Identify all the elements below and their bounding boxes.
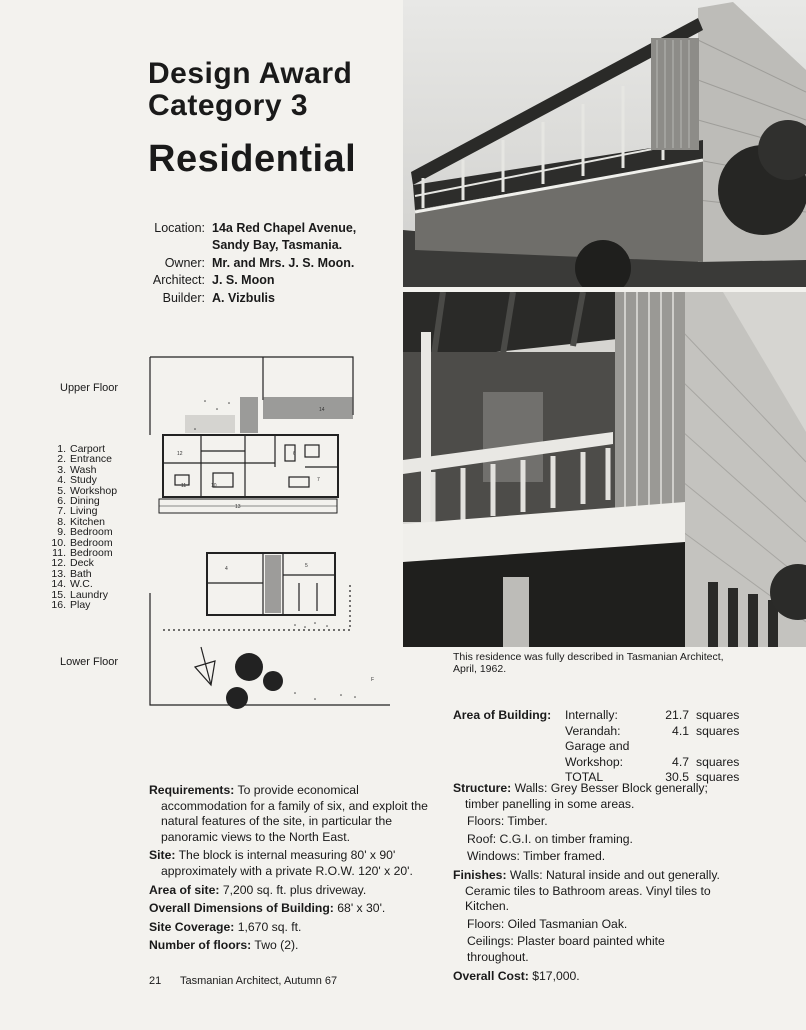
spec-label: Site Coverage: — [149, 919, 235, 934]
legend-room-name: Bath — [70, 567, 92, 580]
legend-number: 10. — [51, 536, 66, 549]
area-value: 4.7 — [672, 754, 689, 769]
info-label: Owner: — [164, 256, 205, 270]
spec-paragraph — [149, 783, 431, 845]
area-name: Verandah: — [565, 723, 621, 738]
info-label: Architect: — [152, 273, 205, 287]
spec-text: Walls: Natural inside and out generally. Ceramic tiles to Bathroom areas. Vinyl tiles to Kitchen. — [465, 867, 720, 914]
spec-text: Floors: Oiled Tasmanian Oak. — [467, 916, 628, 931]
spec-text: 1,670 sq. ft. — [237, 919, 302, 934]
spec-paragraph — [149, 848, 431, 879]
spec-paragraph — [149, 883, 431, 899]
legend-number: 16. — [51, 599, 66, 611]
spec-text: 68' x 30'. — [337, 901, 386, 916]
spec-label: Site: — [149, 848, 176, 863]
spec-text: 7,200 sq. ft. plus driveway. — [222, 882, 367, 897]
info-label: Location: — [154, 221, 205, 235]
info-value: 14a Red Chapel Avenue, — [212, 221, 357, 235]
legend-number: 15. — [51, 588, 66, 601]
legend-number: 4. — [57, 474, 66, 487]
legend-room-name: Dining — [70, 495, 100, 507]
legend-number: 11. — [52, 547, 66, 559]
legend-number: 1. — [57, 443, 66, 455]
svg-text:F: F — [371, 677, 375, 683]
project-info — [140, 220, 390, 310]
svg-text:11: 11 — [181, 483, 187, 489]
info-value: J. S. Moon — [212, 273, 275, 287]
area-label: Area of Building: — [453, 708, 552, 722]
legend-number: 13. — [51, 567, 66, 580]
spec-label: Overall Cost: — [453, 968, 529, 983]
legend-room-name: Living — [70, 505, 98, 518]
upper-floor-label: Upper Floor — [60, 382, 119, 394]
spec-label: Requirements: — [149, 783, 235, 797]
spec-text: Floors: Timber. — [467, 814, 548, 829]
area-unit: squares — [696, 770, 740, 785]
room-legend — [46, 444, 156, 612]
specs-right-column — [453, 781, 729, 987]
legend-number: 8. — [57, 515, 66, 528]
svg-text:12: 12 — [177, 451, 183, 457]
legend-room-name: Deck — [70, 557, 94, 570]
spec-line — [453, 917, 729, 933]
spec-line — [453, 934, 729, 965]
page-number: 21 — [149, 975, 162, 987]
spec-label: Number of floors: — [149, 938, 252, 953]
legend-room-name: Entrance — [70, 453, 113, 466]
svg-text:10: 10 — [211, 483, 217, 489]
svg-text:6: 6 — [293, 451, 296, 457]
floor-plans — [145, 355, 395, 720]
spec-line — [453, 969, 729, 985]
spec-line — [453, 814, 729, 830]
svg-text:14: 14 — [319, 407, 325, 413]
publication-footer: Tasmanian Architect, Autumn 67 — [180, 975, 338, 987]
info-value: Sandy Bay, Tasmania. — [212, 238, 343, 252]
spec-label: Area of site: — [149, 882, 220, 897]
legend-room-name: Kitchen — [70, 515, 106, 528]
legend-room-name: Carport — [70, 443, 106, 455]
legend-room-name: Play — [70, 599, 91, 611]
legend-number: 3. — [57, 463, 66, 476]
caption-line-2: April, 1962. — [453, 662, 507, 675]
info-value: A. Vizbulis — [212, 291, 275, 305]
svg-text:7: 7 — [317, 477, 320, 483]
spec-label: Overall Dimensions of Building: — [149, 901, 334, 916]
area-name: Garage and — [565, 739, 630, 754]
legend-number: 12. — [51, 557, 66, 570]
lower-floor-label: Lower Floor — [60, 656, 119, 668]
area-name: TOTAL — [565, 770, 604, 785]
spec-paragraph — [453, 781, 729, 865]
legend-room-name: Wash — [70, 463, 97, 476]
legend-room-name: W.C. — [70, 578, 93, 591]
legend-room-name: Study — [70, 474, 97, 487]
exterior-photo-detail — [403, 292, 806, 647]
floor-plan-drawing — [145, 355, 395, 720]
spec-text: $17,000. — [532, 968, 580, 983]
title-line-2: Category 3 — [148, 89, 309, 122]
svg-text:4: 4 — [225, 566, 228, 572]
exterior-photo-top — [403, 0, 806, 287]
info-value: Mr. and Mrs. J. S. Moon. — [212, 256, 355, 270]
page-title: Residential — [148, 138, 357, 180]
legend-number: 7. — [57, 505, 66, 518]
area-value: 4.1 — [672, 723, 689, 738]
legend-number: 5. — [57, 484, 66, 497]
legend-number: 9. — [57, 526, 66, 539]
area-value: 21.7 — [665, 708, 689, 722]
house-elevation-photo — [403, 0, 806, 287]
balcony-detail-photo — [403, 292, 806, 647]
spec-text: Two (2). — [254, 938, 299, 953]
spec-line — [453, 868, 729, 915]
spec-paragraph — [453, 969, 729, 985]
legend-number: 14. — [51, 578, 66, 591]
spec-paragraph — [149, 901, 431, 917]
spec-line — [453, 832, 729, 848]
info-label: Builder: — [162, 291, 205, 305]
spec-text: Walls: Grey Besser Block generally; timber panelling in some areas. — [465, 781, 708, 811]
svg-text:13: 13 — [235, 504, 241, 510]
legend-room-name: Laundry — [70, 588, 108, 601]
caption-line-1: This residence was fully described in Tasmanian Architect, — [453, 651, 724, 663]
area-of-building — [453, 708, 753, 785]
legend-room-name: Bedroom — [70, 526, 113, 539]
legend-room-name: Workshop — [70, 484, 118, 497]
title-line-1: Design Award — [148, 57, 353, 90]
spec-text: Roof: C.G.I. on timber framing. — [467, 831, 633, 846]
spec-paragraph — [149, 920, 431, 936]
spec-text: Windows: Timber framed. — [467, 849, 606, 864]
area-value: 30.5 — [665, 770, 689, 785]
spec-line — [453, 849, 729, 865]
legend-number: 6. — [57, 495, 66, 507]
specs-left-column — [149, 783, 431, 957]
spec-paragraph — [453, 868, 729, 966]
legend-room-name: Bedroom — [70, 547, 113, 559]
area-unit: squares — [696, 708, 740, 722]
spec-text: Ceilings: Plaster board painted white throughout. — [467, 934, 665, 964]
area-name: Workshop: — [565, 754, 624, 769]
legend-room-name: Bedroom — [70, 536, 113, 549]
area-name: Internally: — [565, 708, 618, 722]
spec-line — [453, 781, 729, 812]
spec-text: To provide economical accommodation for a family of six, and exploit the natural features of the site, in particular the panoramic views to the North East. — [161, 783, 428, 844]
spec-label: Structure: — [453, 781, 512, 795]
photo-caption — [453, 652, 753, 675]
legend-number: 2. — [57, 453, 66, 466]
svg-text:5: 5 — [305, 563, 308, 569]
area-unit: squares — [696, 723, 740, 738]
spec-text: The block is internal measuring 80' x 90' approximately with a private R.O.W. 120' x 20'. — [161, 848, 413, 878]
area-unit: squares — [696, 754, 740, 769]
spec-label: Finishes: — [453, 867, 507, 882]
spec-paragraph — [149, 938, 431, 954]
